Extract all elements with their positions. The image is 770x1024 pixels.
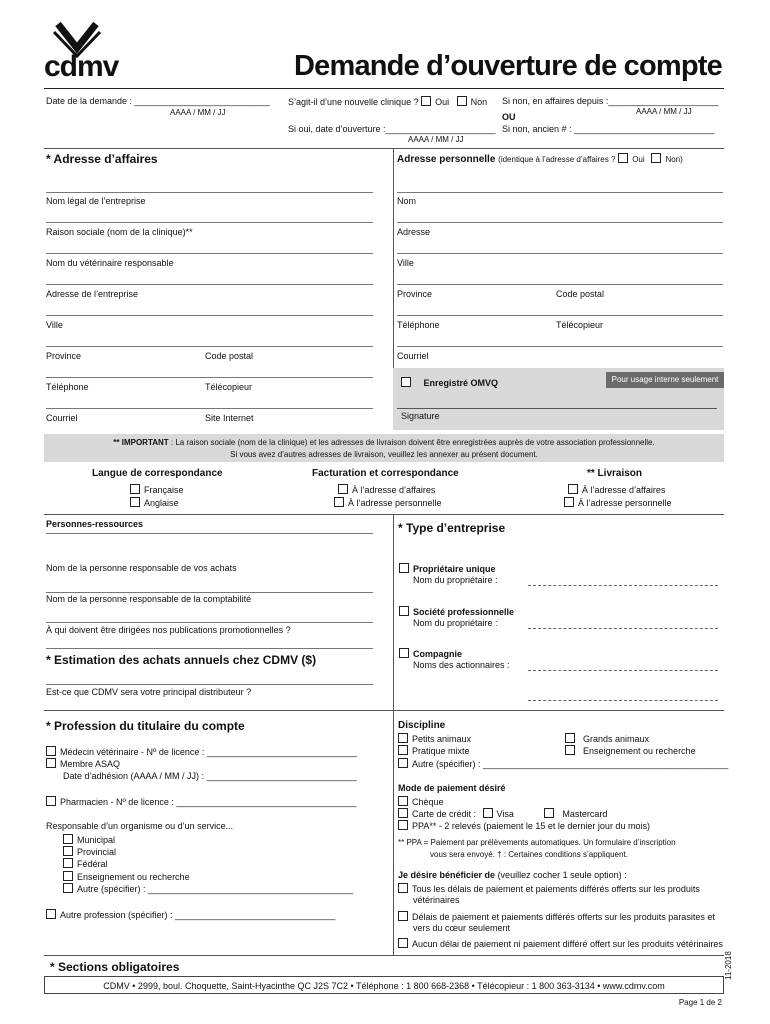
payment-title: Mode de paiement désiré [398,783,506,793]
credit-card-option[interactable] [398,808,607,819]
language-en-option[interactable] [130,497,179,508]
resources-title-line [46,533,373,534]
title-rule [44,88,724,89]
company-option[interactable] [399,648,462,659]
mandatory-sections-note: * Sections obligatoires [50,960,180,974]
business-address-title: * Adresse d’affaires [46,152,158,166]
logo-text: cdmv [44,50,119,83]
estimate-line [46,684,373,685]
request-date-field[interactable]: Date de la demande : ___________________________ [46,96,270,106]
business-province-label: Province [46,351,82,361]
small-animals-checkbox[interactable] [398,733,408,743]
delivery-business-checkbox[interactable] [568,484,578,494]
request-date-format: AAAA / MM / JJ [170,108,226,117]
other-profession-option[interactable] [46,909,335,920]
language-fr-option[interactable] [130,484,184,495]
promos-contact-line [46,648,373,649]
teaching-label: Enseignement ou recherche [77,872,190,882]
prof-company-checkbox[interactable] [399,606,409,616]
in-business-since-field[interactable]: Si non, en affaires depuis :______________________ [502,96,719,106]
other-profession-checkbox[interactable] [46,909,56,919]
personal-email-line [397,346,723,347]
profession-title: * Profession du titulaire du compte [46,719,245,733]
sole-owner-option[interactable] [399,563,496,574]
federal-option[interactable] [63,858,108,869]
legal-name-label: Nom légal de l’entreprise [46,196,146,206]
benefit-option-1[interactable] [398,883,700,894]
new-clinic-no-checkbox[interactable] [457,96,467,106]
omvq-checkbox[interactable] [401,377,411,387]
benefit-option-2-label: Délais de paiement et paiements différés offerts sur les produits parasites et [412,912,715,922]
benefit-option-3[interactable] [398,938,723,949]
new-clinic-yes-label: Oui [435,97,450,107]
grid-divider-bottom [393,710,394,955]
delivery-personal-checkbox[interactable] [564,497,574,507]
visa-label: Visa [496,809,514,819]
business-address-label: Adresse de l’entreprise [46,289,139,299]
ppa-label: PPA** - 2 relevés (paiement le 15 et le dernier jour du mois) [412,821,650,831]
delivery-business-label: À l’adresse d’affaires [582,485,666,495]
municipal-option[interactable] [63,834,115,845]
asaq-checkbox[interactable] [46,758,56,768]
important-text-2: Si vous avez d’autres adresses de livraison, veuillez les annexer au présent document. [230,450,538,459]
legal-name-line [46,192,373,193]
internal-use-badge: Pour usage interne seulement [606,372,724,388]
in-business-format: AAAA / MM / JJ [636,107,692,116]
prof-company-label: Société professionnelle [413,607,515,617]
estimate-title: * Estimation des achats annuels chez CDMV ($) [46,653,317,667]
opening-date-field[interactable]: Si oui, date d’ouverture :______________________ [288,124,496,134]
ppa-option[interactable] [398,820,650,831]
asaq-date-field[interactable]: Date d’adhésion (AAAA / MM / JJ) : ______________________________ [63,771,357,781]
grid-divider-middle [393,514,394,710]
personal-postal-label: Code postal [556,289,605,299]
or-label: OU [502,112,516,122]
billing-personal-checkbox[interactable] [334,497,344,507]
federal-label: Fédéral [77,859,108,869]
mastercard-checkbox[interactable] [544,808,554,818]
pharmacist-option[interactable] [46,796,357,807]
personal-address-line [397,222,723,223]
sole-owner-label: Propriétaire unique [413,564,496,574]
personal-province-line [397,284,723,285]
vet-name-label: Nom du vétérinaire responsable [46,258,174,268]
billing-business-option[interactable] [338,484,435,495]
form-version: 11-2018 [724,951,733,980]
billing-business-checkbox[interactable] [338,484,348,494]
ppa-note-2: vous sera envoyé. † : Certaines conditions s’appliquent. [430,850,628,859]
benefit-option-2-cont: vers du cœur seulement [413,923,511,933]
company-checkbox[interactable] [399,648,409,658]
business-fax-label: Télécopieur [205,382,253,392]
company-label: Compagnie [413,649,463,659]
benefit-option-1-label: Tous les délais de paiement et paiements différés offerts sur les produits [412,884,700,894]
personal-phone-line [397,315,723,316]
grid-rule-1 [44,148,724,149]
provincial-checkbox[interactable] [63,846,73,856]
municipal-label: Municipal [77,835,116,845]
business-website-label: Site Internet [205,413,254,423]
shareholders-label: Noms des actionnaires : [413,660,510,670]
cheque-option[interactable] [398,796,444,807]
org-manager-label: Responsable d’un organisme ou d’un service... [46,821,234,831]
delivery-personal-option[interactable] [564,497,672,508]
benefit-option-2-checkbox[interactable] [398,911,408,921]
prof-company-option[interactable] [399,606,514,617]
business-email-line [46,408,373,409]
vet-license-option[interactable] [46,746,357,757]
promos-contact-label: À qui doivent être dirigées nos publications promotionnelles ? [46,625,291,635]
small-animals-label: Petits animaux [412,734,472,744]
prof-owner-name-label: Nom du propriétaire : [413,618,498,628]
language-en-label: Anglaise [144,498,179,508]
same-address-no-checkbox[interactable] [651,153,661,163]
personal-name-label: Nom [397,196,417,206]
signature-line [397,408,717,409]
other-profession-label: Autre profession (spécifier) : ________________________________ [60,910,336,920]
discipline-other-label: Autre (spécifier) : _________________________________________________ [412,759,729,769]
pharmacist-checkbox[interactable] [46,796,56,806]
business-phone-label: Téléphone [46,382,89,392]
personal-city-line [397,253,723,254]
vet-license-label: Médecin vétérinaire - Nº de licence : ______________________________ [60,747,358,757]
org-other-checkbox[interactable] [63,883,73,893]
sole-owner-checkbox[interactable] [399,563,409,573]
small-animals-option[interactable] [398,733,471,744]
billing-personal-label: À l’adresse personnelle [348,498,442,508]
provincial-label: Provincial [77,847,117,857]
personal-province-label: Province [397,289,433,299]
billing-title: Facturation et correspondance [312,468,459,479]
sole-owner-name-line[interactable] [528,585,718,586]
benefit-header [398,870,627,880]
business-city-label: Ville [46,320,63,330]
org-other-option[interactable] [63,883,353,894]
personal-name-line [397,192,723,193]
new-clinic-no-label: Non [470,97,488,107]
billing-personal-option[interactable] [334,497,442,508]
important-label: ** IMPORTANT [113,438,169,447]
benefit-title-note: (veuillez cocher 1 seule option) : [495,870,627,880]
discipline-teaching-label: Enseignement ou recherche [583,746,696,756]
page-number: Page 1 de 2 [678,998,722,1007]
business-province-line [46,346,373,347]
resources-title: Personnes-ressources [46,519,144,529]
purchases-contact-label: Nom de la personne responsable de vos achats [46,563,237,573]
important-banner [44,434,724,462]
same-address-question: (identique à l’adresse d’affaires ? [498,155,616,164]
business-email-label: Courriel [46,413,78,423]
pharmacist-label: Pharmacien - Nº de licence : ____________________________________ [60,797,357,807]
mixed-practice-label: Pratique mixte [412,746,470,756]
ppa-note-1: ** PPA = Paiement par prélèvements automatiques. Un formulaire d’inscription [398,838,676,847]
benefit-option-2[interactable] [398,911,715,922]
visa-checkbox[interactable] [483,808,493,818]
prof-owner-name-line[interactable] [528,628,718,629]
clinic-name-label: Raison sociale (nom de la clinique)** [46,227,193,237]
large-animals-label: Grands animaux [583,734,650,744]
contact-bar: CDMV • 2999, boul. Choquette, Saint-Hyacinthe QC J2S 7C2 • Téléphone : 1 800 668-2368 • Télécopieur : 1 800 363-3134 • www.cdmv.com [44,976,724,994]
benefit-option-3-label: Aucun délai de paiement ni paiement différé offert sur les produits vétérinaires [412,939,723,949]
vet-license-checkbox[interactable] [46,746,56,756]
clinic-name-line [46,222,373,223]
delivery-business-option[interactable] [568,484,665,495]
mixed-practice-option[interactable] [398,745,470,756]
benefit-option-1-cont: vétérinaires [413,895,460,905]
credit-card-label: Carte de crédit : [412,809,477,819]
cheque-checkbox[interactable] [398,796,408,806]
language-title: Langue de correspondance [92,468,223,479]
benefit-title: Je désire bénéficier de [398,870,496,880]
accounting-contact-label: Nom de la personne responsable de la comptabilité [46,594,252,604]
asaq-label: Membre ASAQ [60,759,121,769]
grid-rule-2 [44,514,724,515]
personal-address-title: Adresse personnelle [397,154,496,165]
signature-label: Signature [401,411,440,421]
ppa-checkbox[interactable] [398,820,408,830]
opening-date-format: AAAA / MM / JJ [408,135,464,144]
important-text-1: : La raison sociale (nom de la clinique) et les adresses de livraison doivent être enregistrées auprès de votre association professionnelle. [168,438,655,447]
large-animals-checkbox[interactable] [565,733,575,743]
federal-checkbox[interactable] [63,858,73,868]
personal-address-label: Adresse [397,227,431,237]
provincial-option[interactable] [63,846,116,857]
new-clinic-yes-checkbox[interactable] [421,96,431,106]
teaching-option[interactable] [63,871,190,882]
purchases-contact-line [46,592,373,593]
business-postal-label: Code postal [205,351,254,361]
cdmv-logo [44,22,124,82]
business-address-line [46,284,373,285]
new-clinic-label: S’agit-il d’une nouvelle clinique ? [288,97,419,107]
business-city-line [46,315,373,316]
vet-name-line [46,253,373,254]
credit-card-checkbox[interactable] [398,808,408,818]
omvq-row [401,377,498,388]
language-fr-label: Française [144,485,184,495]
same-address-no-label: Non) [665,155,683,164]
grid-rule-3 [44,710,724,711]
important-line-1 [44,437,724,449]
sole-owner-name-label: Nom du propriétaire : [413,575,498,585]
org-other-label: Autre (spécifier) : _________________________________________ [77,884,354,894]
old-number-field[interactable]: Si non, ancien # : ____________________________ [502,124,715,134]
new-clinic-question [288,96,487,107]
personal-city-label: Ville [397,258,414,268]
benefit-option-3-checkbox[interactable] [398,938,408,948]
accounting-contact-line [46,622,373,623]
discipline-teaching-checkbox[interactable] [565,745,575,755]
benefit-option-1-checkbox[interactable] [398,883,408,893]
personal-phone-label: Téléphone [397,320,440,330]
page-title: Demande d’ouverture de compte [293,50,722,82]
large-animals-option[interactable] [565,733,649,744]
grid-rule-4 [44,955,724,956]
discipline-title: Discipline [398,720,446,731]
mixed-practice-checkbox[interactable] [398,745,408,755]
same-address-yes-checkbox[interactable] [618,153,628,163]
same-address-yes-label: Oui [632,155,645,164]
asaq-option[interactable] [46,758,120,769]
omvq-label: Enregistré OMVQ [423,378,499,388]
language-en-checkbox[interactable] [130,497,140,507]
mastercard-label: Mastercard [562,809,608,819]
discipline-other-checkbox[interactable] [398,758,408,768]
delivery-personal-label: À l’adresse personnelle [578,498,672,508]
teaching-checkbox[interactable] [63,871,73,881]
business-phone-line [46,377,373,378]
discipline-other-option[interactable] [398,758,728,769]
personal-address-header [397,153,683,165]
delivery-title: ** Livraison [587,468,643,479]
municipal-checkbox[interactable] [63,834,73,844]
language-fr-checkbox[interactable] [130,484,140,494]
business-type-title: * Type d’entreprise [398,521,506,535]
billing-business-label: À l’adresse d’affaires [352,485,436,495]
personal-fax-label: Télécopieur [556,320,604,330]
personal-email-label: Courriel [397,351,429,361]
main-distributor-label: Est-ce que CDMV sera votre principal distributeur ? [46,687,252,697]
discipline-teaching-option[interactable] [565,745,696,756]
cheque-label: Chèque [412,797,444,807]
shareholders-line-2[interactable] [528,700,718,701]
shareholders-line-1[interactable] [528,670,718,671]
